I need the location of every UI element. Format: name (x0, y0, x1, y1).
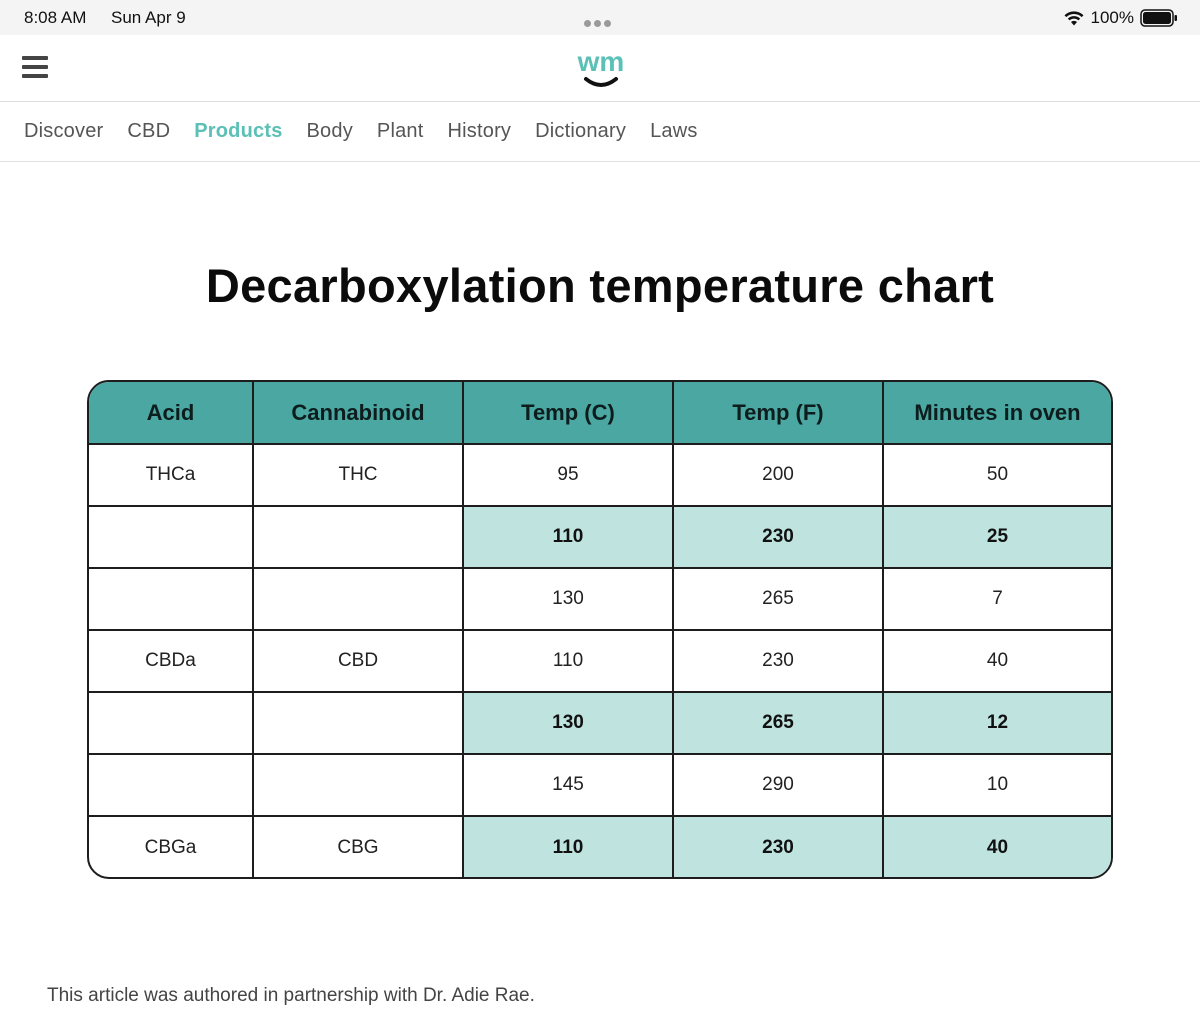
hamburger-menu-icon[interactable] (22, 56, 48, 80)
app-header (0, 35, 1200, 102)
cell-temp-f: 230 (673, 630, 883, 692)
battery-icon (1140, 9, 1178, 27)
wifi-icon (1063, 9, 1085, 27)
tab-plant[interactable]: Plant (376, 120, 424, 142)
cell-temp-f: 265 (673, 692, 883, 754)
status-indicators (1063, 7, 1178, 29)
tab-dictionary[interactable]: Dictionary (535, 120, 627, 142)
tab-body[interactable]: Body (306, 120, 353, 142)
cell-acid (89, 568, 253, 630)
column-header-cannabinoid: Cannabinoid (253, 382, 463, 444)
category-nav (0, 102, 1200, 162)
status-bar (0, 0, 1200, 35)
cell-minutes: 10 (883, 754, 1111, 816)
cell-cannabinoid: CBD (253, 630, 463, 692)
tab-laws[interactable]: Laws (650, 120, 698, 142)
cell-acid: CBGa (89, 816, 253, 878)
table-row (89, 444, 1111, 506)
multitasking-dots-icon[interactable] (584, 14, 618, 22)
status-time: 8:08 AM (24, 8, 87, 27)
tab-history[interactable]: History (447, 120, 512, 142)
cell-temp-c: 110 (463, 816, 673, 878)
cell-minutes: 40 (883, 630, 1111, 692)
cell-temp-f: 230 (673, 506, 883, 568)
table-header-row (89, 382, 1111, 444)
cell-acid (89, 754, 253, 816)
cell-cannabinoid: THC (253, 444, 463, 506)
table-row (89, 816, 1111, 878)
cell-cannabinoid (253, 568, 463, 630)
decarboxylation-table (87, 380, 1113, 879)
cell-temp-c: 110 (463, 630, 673, 692)
cell-temp-f: 265 (673, 568, 883, 630)
cell-minutes: 7 (883, 568, 1111, 630)
cell-temp-c: 130 (463, 568, 673, 630)
cell-temp-c: 110 (463, 506, 673, 568)
article-credit: This article was authored in partnership with Dr. Adie Rae. (47, 985, 535, 1006)
cell-acid: CBDa (89, 630, 253, 692)
cell-temp-f: 290 (673, 754, 883, 816)
cell-minutes: 25 (883, 506, 1111, 568)
cell-minutes: 12 (883, 692, 1111, 754)
tab-products[interactable]: Products (194, 120, 283, 142)
table-row (89, 692, 1111, 754)
table-row (89, 630, 1111, 692)
cell-temp-f: 230 (673, 816, 883, 878)
cell-cannabinoid (253, 692, 463, 754)
table-row (89, 506, 1111, 568)
cell-acid: THCa (89, 444, 253, 506)
status-date: Sun Apr 9 (111, 8, 186, 27)
cell-temp-c: 130 (463, 692, 673, 754)
column-header-temp-f: Temp (F) (673, 382, 883, 444)
table-row (89, 754, 1111, 816)
cell-cannabinoid (253, 754, 463, 816)
cell-minutes: 50 (883, 444, 1111, 506)
weedmaps-logo[interactable] (566, 41, 636, 95)
column-header-acid: Acid (89, 382, 253, 444)
cell-temp-c: 145 (463, 754, 673, 816)
cell-cannabinoid: CBG (253, 816, 463, 878)
battery-percentage: 100% (1090, 8, 1134, 27)
cell-acid (89, 506, 253, 568)
logo-text: wm (577, 46, 625, 77)
column-header-temp-c: Temp (C) (463, 382, 673, 444)
cell-cannabinoid (253, 506, 463, 568)
cell-minutes: 40 (883, 816, 1111, 878)
tab-discover[interactable]: Discover (24, 120, 104, 142)
table-row (89, 568, 1111, 630)
cell-acid (89, 692, 253, 754)
cell-temp-f: 200 (673, 444, 883, 506)
chart-title: Decarboxylation temperature chart (205, 259, 995, 312)
column-header-minutes: Minutes in oven (883, 382, 1111, 444)
cell-temp-c: 95 (463, 444, 673, 506)
tab-cbd[interactable]: CBD (127, 120, 171, 142)
